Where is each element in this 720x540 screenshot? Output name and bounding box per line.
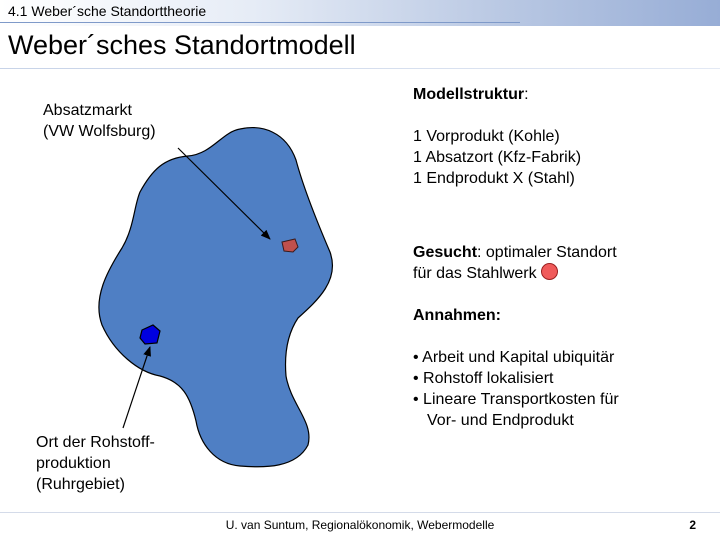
assumptions-heading: Annahmen: — [413, 307, 501, 324]
sought-text: : optimaler Standort — [477, 244, 617, 261]
site-marker-icon — [541, 263, 558, 280]
structure-heading-row — [413, 84, 713, 105]
source-label-line: Ort der Rohstoff- — [36, 434, 155, 451]
structure-item: 1 Endprodukt X (Stahl) — [413, 170, 575, 187]
assumption-item: • Rohstoff lokalisiert — [413, 370, 554, 387]
footer-text: U. van Suntum, Regionalökonomik, Webermodelle — [225, 518, 495, 532]
assumption-item: • Lineare Transportkosten für — [413, 391, 619, 408]
region-shape — [99, 128, 333, 467]
sought-row-2 — [413, 263, 713, 284]
structure-item: 1 Absatzort (Kfz-Fabrik) — [413, 149, 582, 166]
page-number: 2 — [689, 518, 696, 532]
market-label-line: (VW Wolfsburg) — [43, 123, 156, 140]
sought-row — [413, 242, 713, 263]
structure-colon: : — [524, 86, 529, 103]
market-marker — [282, 239, 298, 252]
model-panel — [413, 84, 713, 431]
assumption-item-continued: Vor- und Endprodukt — [427, 412, 574, 429]
source-label-line: (Ruhrgebiet) — [36, 476, 125, 493]
section-label: 4.1 Weber´sche Standorttheorie — [8, 3, 207, 19]
structure-heading: Modellstruktur — [413, 86, 525, 103]
source-label — [36, 432, 155, 495]
footer-rule — [0, 512, 720, 513]
assumption-item: • Arbeit und Kapital ubiquitär — [413, 349, 615, 366]
sought-text-2: für das Stahlwerk — [413, 265, 537, 282]
market-label — [43, 100, 156, 142]
market-label-line: Absatzmarkt — [43, 102, 132, 119]
slide-title: Weber´sches Standortmodell — [8, 30, 356, 60]
structure-item: 1 Vorprodukt (Kohle) — [413, 128, 560, 145]
sought-heading: Gesucht — [413, 244, 478, 261]
source-label-line: produktion — [36, 455, 111, 472]
